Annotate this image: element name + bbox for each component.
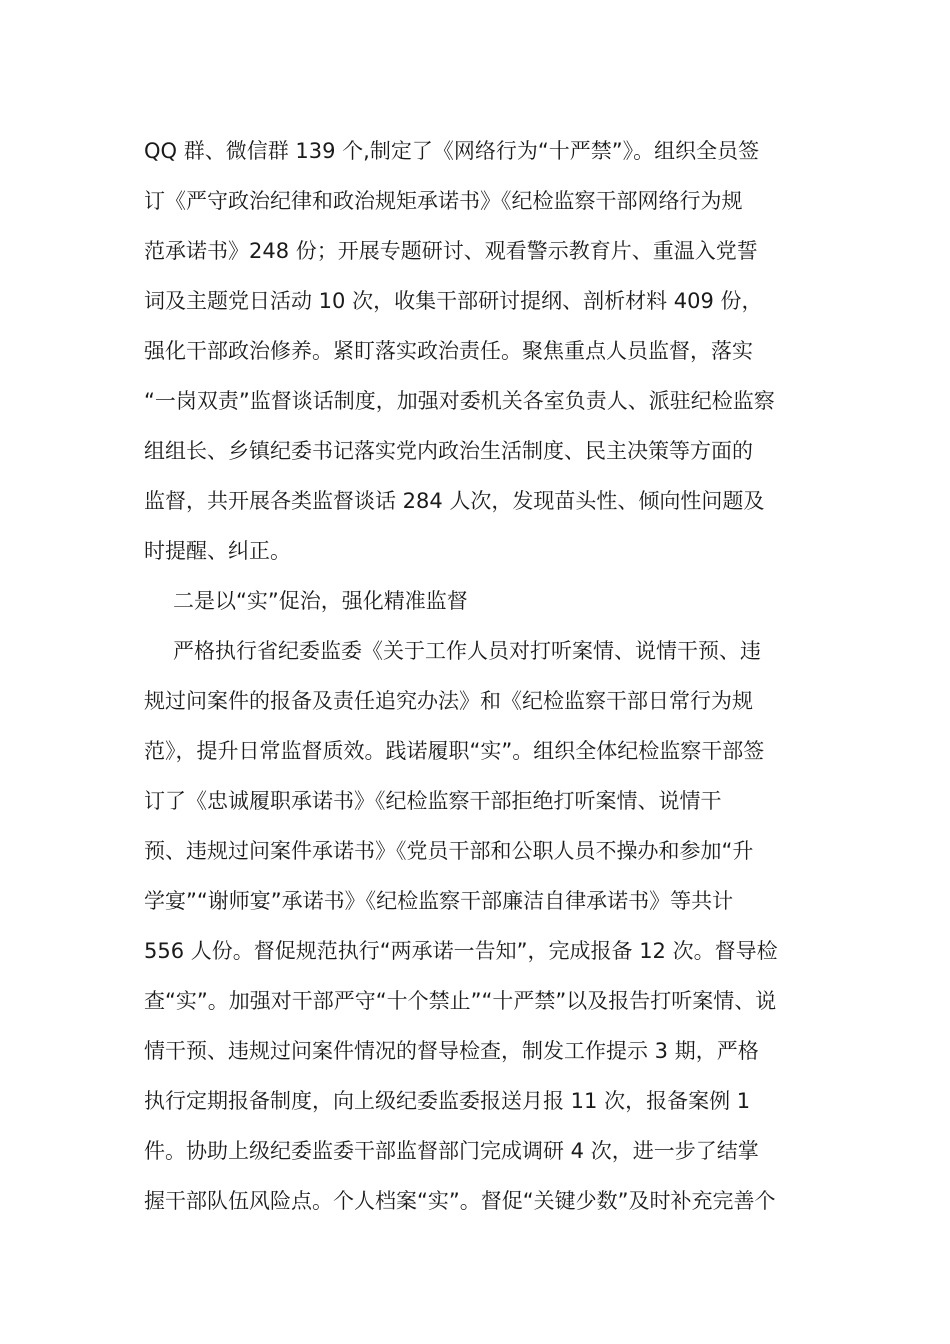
text-line: 订了《忠诚履职承诺书》《纪检监察干部拒绝打听案情、说情干 [144,789,722,813]
text-line: 强化干部政治修养。紧盯落实政治责任。聚焦重点人员监督，落实 [144,339,753,363]
text-line: 件。协助上级纪委监委干部监督部门完成调研 4 次，进一步了结掌 [144,1139,759,1163]
document-body [144,126,809,1226]
text-line: QQ 群、微信群 139 个,制定了《网络行为“十严禁”》。组织全员签 [144,139,760,163]
text-line: 范》，提升日常监督质效。践诺履职“实”。组织全体纪检监察干部签 [144,739,765,763]
text-line: 学宴”“谢师宴”承诺书》《纪检监察干部廉洁自律承诺书》等共计 [144,889,734,913]
text-line: 预、违规过问案件承诺书》《党员干部和公职人员不操办和参加“升 [144,839,754,863]
text-line: 规过问案件的报备及责任追究办法》和《纪检监察干部日常行为规 [144,689,753,713]
paragraph-first-line: 严格执行省纪委监委《关于工作人员对打听案情、说情干预、违 [173,639,761,663]
text-line: 556 人份。督促规范执行“两承诺一告知”，完成报备 12 次。督导检 [144,939,778,963]
text-line: 词及主题党日活动 10 次，收集干部研讨提纲、剖析材料 409 份， [144,289,763,313]
text-line: 监督，共开展各类监督谈话 284 人次，发现苗头性、倾向性问题及 [144,489,765,513]
text-line: 订《严守政治纪律和政治规矩承诺书》《纪检监察干部网络行为规 [144,189,743,213]
text-line: 查“实”。加强对干部严守“十个禁止”“十严禁”以及报告打听案情、说 [144,989,777,1013]
text-line: 执行定期报备制度，向上级纪委监委报送月报 11 次，报备案例 1 [144,1089,751,1113]
text-line: 握干部队伍风险点。个人档案“实”。督促“关键少数”及时补充完善个 [144,1189,776,1213]
text-line: 情干预、违规过问案件情况的督导检查，制发工作提示 3 期，严格 [144,1039,759,1063]
text-line: “一岗双责”监督谈话制度，加强对委机关各室负责人、派驻纪检监察 [144,389,775,413]
text-line: 时提醒、纠正。 [144,539,291,563]
section-heading: 二是以“实”促治，强化精准监督 [173,589,468,613]
text-line: 组组长、乡镇纪委书记落实党内政治生活制度、民主决策等方面的 [144,439,753,463]
text-line: 范承诺书》248 份；开展专题研讨、观看警示教育片、重温入党誓 [144,239,758,263]
